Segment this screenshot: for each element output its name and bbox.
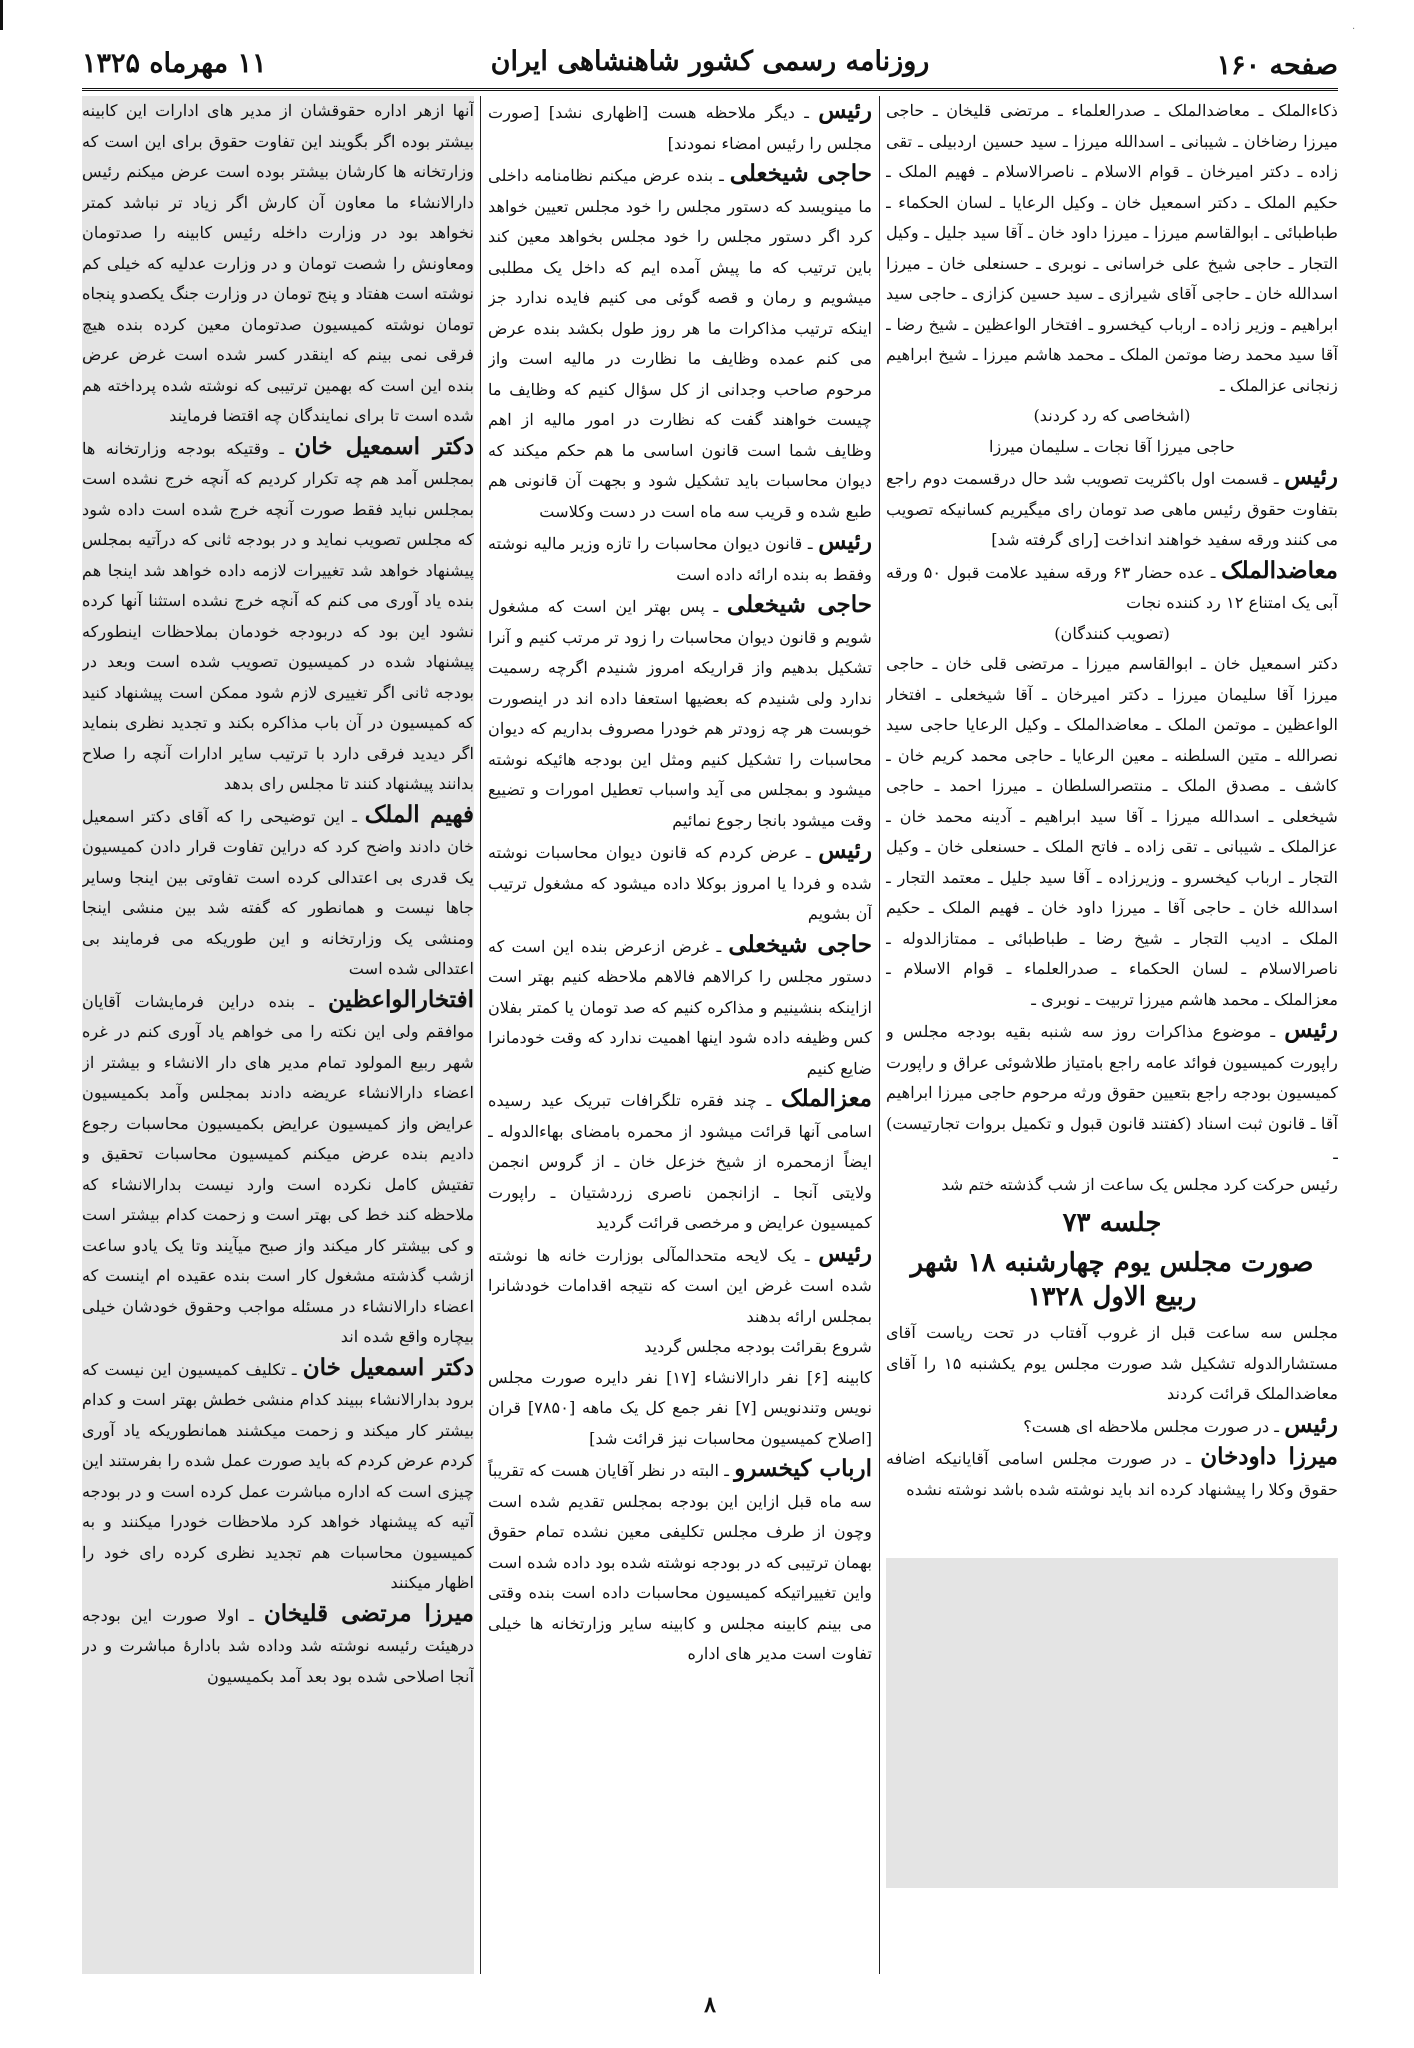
speech-text: ـ اولا صورت این بودجه درهیئت رئیسه نوشته شد وداده شد بادارۀ مباشرت و در آنجا اصلاحی شده بود بعد آمد بکمیسیون xyxy=(82,1605,474,1686)
speech-text: ـ بنده دراین فرمایشات آقایان موافقم ولی این نکته را می خواهم یاد آوری کنم در غره شهر ربیع المولود تمام مدیر های دار الانشاء و بیشتر از اعضاء دارالانشاء عریضه دادند بمجلس وآمد بکمیسیون عرایض واز کمیسیون عرایض بکمیسیون محاسبات رجوع دادیم بنده عرض میکنم کمیسیون محاسبات تحقیق و تفتیش کامل نکرده است وارد نیست بدارالانشاء که ملاحظه کند خط کی بهتر است و زحمت کدام بیشتر است و کی بیشتر کار میکند واز صبح میآیند وتا یک یادو ساعت ازشب گذشته مشغول کار است بنده عقیده ام اینست که اعضاء دارالانشاء در مسئله مواجب وحقوق خودشان خیلی بیچاره واقع شده اند xyxy=(82,991,474,1346)
session-number: جلسه ۷۳ xyxy=(1062,1208,1162,1238)
speech-text: ـ عرض کردم که قانون دیوان محاسبات نوشته شده و فردا یا امروز بوکلا داده میشود که مشغول ترتیب آن بشویم xyxy=(488,843,872,923)
speaker-name: رئیس xyxy=(1284,1016,1338,1043)
vote-note-rejecters: (اشخاصی که رد کردند) xyxy=(1033,406,1191,425)
page-number: ۸ xyxy=(704,1992,716,2018)
speaker-name: فهیم الملک xyxy=(364,800,474,828)
column-divider-left xyxy=(480,96,481,1974)
budget-reading-note: شروع بقرائت بودجه مجلس گردید xyxy=(644,1337,872,1356)
closing-note: رئیس حرکت کرد مجلس یک ساعت از شب گذشته ختم شد xyxy=(941,1174,1338,1194)
middle-column xyxy=(488,96,872,1974)
speech-text: ـ این توضیحی را که آقای دکتر اسمعیل خان دادند واضح کرد که دراین تفاوت قرار دادن کمیسیون یک قدری بی اعتدالی کرده است تفاوتی بین اینجا وسایر جاها نیست و همانطور که گفته شد بین منشی اینجا ومنشی یک وزارتخانه و این طوریکه می فرمایند بی اعتدالی شده است xyxy=(82,806,474,978)
speaker-name: رئیس xyxy=(1284,1410,1338,1438)
session-title: صورت مجلس یوم چهارشنبه ۱۸ شهر ربیع الاول ۱۳۲۸ xyxy=(910,1248,1314,1312)
column-divider-right xyxy=(879,96,880,1974)
speaker-name: حاجی شیخعلی xyxy=(729,160,872,187)
budget-figures: کابینه [۶] نفر دارالانشاء [۱۷] نفر دایره صورت مجلس نویس وتندنویس [۷] نفر جمع کل یک ماهه [۷۸۵۰] قران [اصلاح کمیسیون محاسبات نیز قرائت شد] xyxy=(488,1367,872,1448)
vote-note-approvers: (تصویب کنندگان) xyxy=(1054,623,1170,643)
speaker-name: رئیس xyxy=(818,1239,872,1267)
speech-text: ـ بنده عرض میکنم نظامنامه داخلی ما مینویسد که دستور مجلس را خود مجلس تعیین خواهد کرد اگر دستور مجلس را خود مجلس بخواهد معین کند باین ترتیب که ما پیش آمده ایم که داخل یک مطلبی میشویم و رمان و قصه گوئی می کنیم فایده ندارد جز اینکه ترتیب مذاکرات ما هر روز طول بکشد بنده عرض می کنم عمده وظایف ما نظارت در مالیه است واز مرحوم صاحب وجدانی از کل سؤال کنیم که وظایف ما چیست خواهند گفت که نظارت در امور مالیه از اهم وظایف شما است قانون اساسی ما هم حکم میکند که دیوان محاسبات باید تشکیل شود و بجهت آن قانونی هم طبع شده و قریب سه ماه است در دست وکلاست xyxy=(488,166,872,521)
left-column xyxy=(82,96,474,1974)
speaker-name: دکتر اسمعیل خان xyxy=(294,432,474,460)
speech-text: ـ تکلیف کمیسیون این نیست که برود بدارالانشاء ببیند کدام منشی خطش بهتر است و کدام بیشتر کار میکند و زحمت میکشند همانطوریکه یاد آوری کردم عرض کردم که باید صورت عمل شده را بفرستند این چیزی است که اداره مباشرت عمل کرده است و در بودجه آتیه که پیشنهاد خواهد کرد ملاحظات خودرا میکنند و به کمیسیون محاسبات هم تجدید نظری کرده رای خود را اظهار میکنند xyxy=(82,1359,474,1592)
speech-text: ـ وقتیکه بودجه وزارتخانه ها بمجلس آمد هم چه تکرار کردیم که آنچه خرج نشده است بمجلس نباید فقط صورت آنچه خرج شده است داده شود که مجلس تصویب نماید و در بودجه ثانی که درآتیه بمجلس پیشنهاد خواهد شد تغییرات لازمه داده خواهد شد اینجا هم بنده یاد آوری می کنم که آنچه خرج نشده استثنا آنها کرده نشود این بود که دربودجه خودمان بملاحظات اینطورکه پیشنهاد شده در کمیسیون تصویب شده است وبعد در بودجه ثانی اگر تغییری لازم شود ممکن است پیشنهاد کنید که کمیسیون در آن باب مذاکره بکند و تجدید نظری بنماید اگر دیدید فرقی دارد با ترتیب سایر ادارات آنچه را صلاح بدانند پیشنهاد کنند تا مجلس رای بدهد xyxy=(82,438,474,793)
speaker-name: رئیس xyxy=(818,837,872,864)
speech-text: ـ قانون دیوان محاسبات را تازه وزیر مالیه نوشته وفقط به بنده ارائه داده است xyxy=(488,534,872,584)
speaker-name: ارباب کیخسرو xyxy=(734,1455,872,1482)
header-title: روزنامه رسمی کشور شاهنشاهی ایران xyxy=(490,46,930,77)
speaker-name: معزالملک xyxy=(780,1085,872,1112)
speech-text: ـ موضوع مذاکرات روز سه شنبه بقیه بودجه مجلس و راپورت کمیسیون فوائد عامه راجع بامتیاز طلاشوئی عراق و راپورت کمیسیون بودجه راجع بتعیین حقوق ورثه مرحوم حاجی میرزا ابراهیم آقا ـ قانون ثبت اسناد (کفتند قانون قبول و تکمیل بروات تجارتیست) ـ xyxy=(886,1022,1338,1163)
speaker-name: میرزا داودخان xyxy=(1200,1443,1338,1470)
attendance-list: ذکاءالملک ـ معاضدالملک ـ صدرالعلماء ـ مرتضی قلیخان ـ حاجی میرزا رضاخان ـ شیبانی ـ اسدالله میرزا ـ سید حسین اردبیلی ـ تقی زاده ـ دکتر امیرخان ـ قوام الاسلام ـ ناصرالاسلام ـ فهیم الملک ـ حکیم الملک ـ دکتر اسمعیل خان ـ وکیل الرعایا ـ لسان الحکماء ـ طباطبائی ـ ابوالقاسم میرزا ـ میرزا داود خان ـ آقا سید جلیل ـ وکیل التجار ـ حاجی شیخ علی خراسانی ـ نوبری ـ حسنعلی خان ـ میرزا اسدالله خان ـ حاجی آقای شیرازی ـ سید حسین کزازی ـ حاجی سید ابراهیم ـ وزیر زاده ـ ارباب کیخسرو ـ افتخار الواعظین ـ شیخ رضا ـ آقا سید محمد رضا موتمن الملک ـ محمد هاشم میرزا ـ شیخ ابراهیم زنجانی عزالملک ـ xyxy=(886,101,1338,395)
speaker-name: حاجی شیخعلی xyxy=(728,930,872,958)
speaker-name: دکتر اسمعیل خان xyxy=(302,1353,474,1381)
speaker-name: معاضدالملک xyxy=(1221,556,1338,584)
speech-text: ـ البته در نظر آقایان هست که تقریباً سه ماه قبل ازاین این بودجه بمجلس تقدیم شده است وچون از طرف مجلس تکلیفی معین نشده تمام حقوق بهمان ترتیبی که در بودجه نوشته شده بود داده شده است واین تغییراتیکه کمیسیون محاسبات داده است بنده وقتی می بینم کابینه مجلس و کابینه سایر وزارتخانه ها خیلی تفاوت است مدیر های اداره xyxy=(488,1461,872,1663)
speech-text: ـ غرض ازعرض بنده این است که دستور مجلس را کرالاهم فالاهم ملاحظه کنیم بهتر است ازاینکه بنشینیم و مذاکره کنیم که صد تومان یا کمتر بفلان کس وظیفه داده شود اینها اهمیت ندارد که وقت خودمانرا ضایع کنیم xyxy=(488,936,872,1078)
speaker-name: رئیس xyxy=(818,528,872,555)
header-date: ۱۱ مهرماه ۱۳۲۵ xyxy=(82,48,267,79)
speaker-name: رئیس xyxy=(818,97,872,124)
speech-text: ـ پس بهتر این است که مشغول شویم و قانون دیوان محاسبات را زود تر مرتب کنیم و آنرا تشکیل بدهیم واز قراریکه امروز شنیدم اگرچه رسمیت ندارد ولی شنیدم که بعضیها استعفا داده اند در اینصورت خوبست هر چه زودتر هم خودرا مصروف بداریم که دیوان محاسبات را تشکیل کنیم ومثل این بودجه هائیکه نوشته میشود و بمجلس می آید واسباب تعطیل امورات و تضییع وقت میشود بانجا رجوع نمائیم xyxy=(488,597,872,830)
page-header xyxy=(82,44,1338,84)
speaker-name: افتخارالواعظین xyxy=(328,985,474,1013)
header-page-label: صفحه ۱۶۰ xyxy=(1216,50,1338,81)
scan-speck: · xyxy=(1352,24,1356,35)
speech-text: ـ چند فقره تلگرافات تبریک عید رسیده اسامی آنها قرائت میشود از محمره بامضای بهاءالدوله ـ ایضاً ازمحمره از شیخ خزعل خان ـ از گروس انجمن ولایتی آنجا ـ ازانجمن ناصری زردشتیان ـ راپورت کمیسیون عرایض و مرخصی قرائت گردید xyxy=(488,1091,872,1232)
speech-text: ـ در صورت مجلس ملاحظه ای هست؟ xyxy=(1023,1416,1280,1436)
speaker-name: حاجی شیخعلی xyxy=(726,591,872,618)
rejecters-list: حاجی میرزا آقا نجات ـ سلیمان میرزا xyxy=(989,436,1235,456)
session-opening: مجلس سه ساعت قبل از غروب آفتاب در تحت ریاست آقای مستشارالدوله تشکیل شد صورت مجلس یوم یکشنبه ۱۵ را آقای معاضدالملک قرائت کردند xyxy=(886,1323,1338,1403)
speech-text: ـ در صورت مجلس اسامی آقایانیکه اضافه حقوق وکلا را پیشنهاد کرده اند باید نوشته شده باشد نوشته نشده xyxy=(886,1449,1338,1499)
speech-text: ـ یک لایحه متحدالمآلی بوزارت خانه ها نوشته شده است غرض این است که نتیجه اقدامات خودشانرا بمجلس ارائه بدهند xyxy=(488,1245,872,1326)
corner-mark xyxy=(0,0,17,30)
right-column xyxy=(886,96,1338,1974)
speech-continuation: آنها ازهر اداره حقوقشان از مدیر های ادارات این کابینه بیشتر بوده اگر بگویند این تفاوت حقوق برای این است که وزارتخانه ها کارشان بیشتر بوده است عرض میکنم رئیس دارالانشاء ما معاون آن کارش اگر زیاد تر نباشد کمتر نخواهد بود در وزارت داخله رئیس کابینه را صدتومان ومعاونش را شصت تومان و در وزارت عدلیه که خیلی کم نوشته است هفتاد و پنج تومان در وزارت جنگ یکصدو پنجاه تومان نوشته کمیسیون صدتومان معین کرده بنده هیچ فرقی نمی بینم که اینقدر کسر شده است غرض عرض بنده این است که بهمین ترتیبی که نوشته شده پرداخته هم شده است تا برای نمایندگان چه اقتضا فرمایند xyxy=(82,101,474,425)
header-rule xyxy=(82,88,1338,91)
speech-text: ـ عده حضار ۶۳ ورقه سفید علامت قبول ۵۰ ورقه آبی یک امتناع ۱۲ رد کننده نجات xyxy=(886,562,1338,612)
speech-text: ـ دیگر ملاحظه هست [اظهاری نشد] [صورت مجلس را رئیس امضاء نمودند] xyxy=(488,103,872,153)
speaker-name: رئیس xyxy=(1284,463,1338,490)
approvers-list: دکتر اسمعیل خان ـ ابوالقاسم میرزا ـ مرتضی قلی خان ـ حاجی میرزا آقا سلیمان میرزا ـ دکتر امیرخان ـ آقا شیخعلی ـ افتخار الواعظین ـ موتمن الملک ـ معاضدالملک ـ وکیل الرعایا حاجی سید نصرالله ـ متین السلطنه ـ معین الرعایا ـ حاجی محمد کریم خان ـ کاشف ـ مصدق الملک ـ منتصرالسلطان ـ میرزا احمد ـ حاجی شیخعلی ـ اسدالله میرزا ـ آقا سید ابراهیم ـ آدینه محمد خان ـ عزالملک ـ شیبانی ـ تقی زاده ـ فاتح الملک ـ حسنعلی خان ـ وکیل التجار ـ ارباب کیخسرو ـ وزیرزاده ـ آقا سید جلیل ـ معتمد التجار ـ اسدالله خان ـ حاجی آقا ـ میرزا داود خان ـ فهیم الملک ـ حکیم الملک ـ ادیب التجار ـ شیخ رضا ـ طباطبائی ـ ممتازالدوله ـ ناصرالاسلام ـ لسان الحکماء ـ صدرالعلماء ـ قوام الاسلام ـ معزالملک ـ محمد هاشم میرزا تربیت ـ نوبری ـ xyxy=(886,654,1338,1009)
speaker-name: میرزا مرتضی قلیخان xyxy=(263,1599,474,1627)
speech-text: ـ قسمت اول باکثریت تصویب شد حال درقسمت دوم راجع بتفاوت حقوق رئیس ماهی صد تومان رای میگیریم کسانیکه تصویب می کنند ورقه سفید خواهند انداخت [رای گرفته شد] xyxy=(886,469,1338,549)
